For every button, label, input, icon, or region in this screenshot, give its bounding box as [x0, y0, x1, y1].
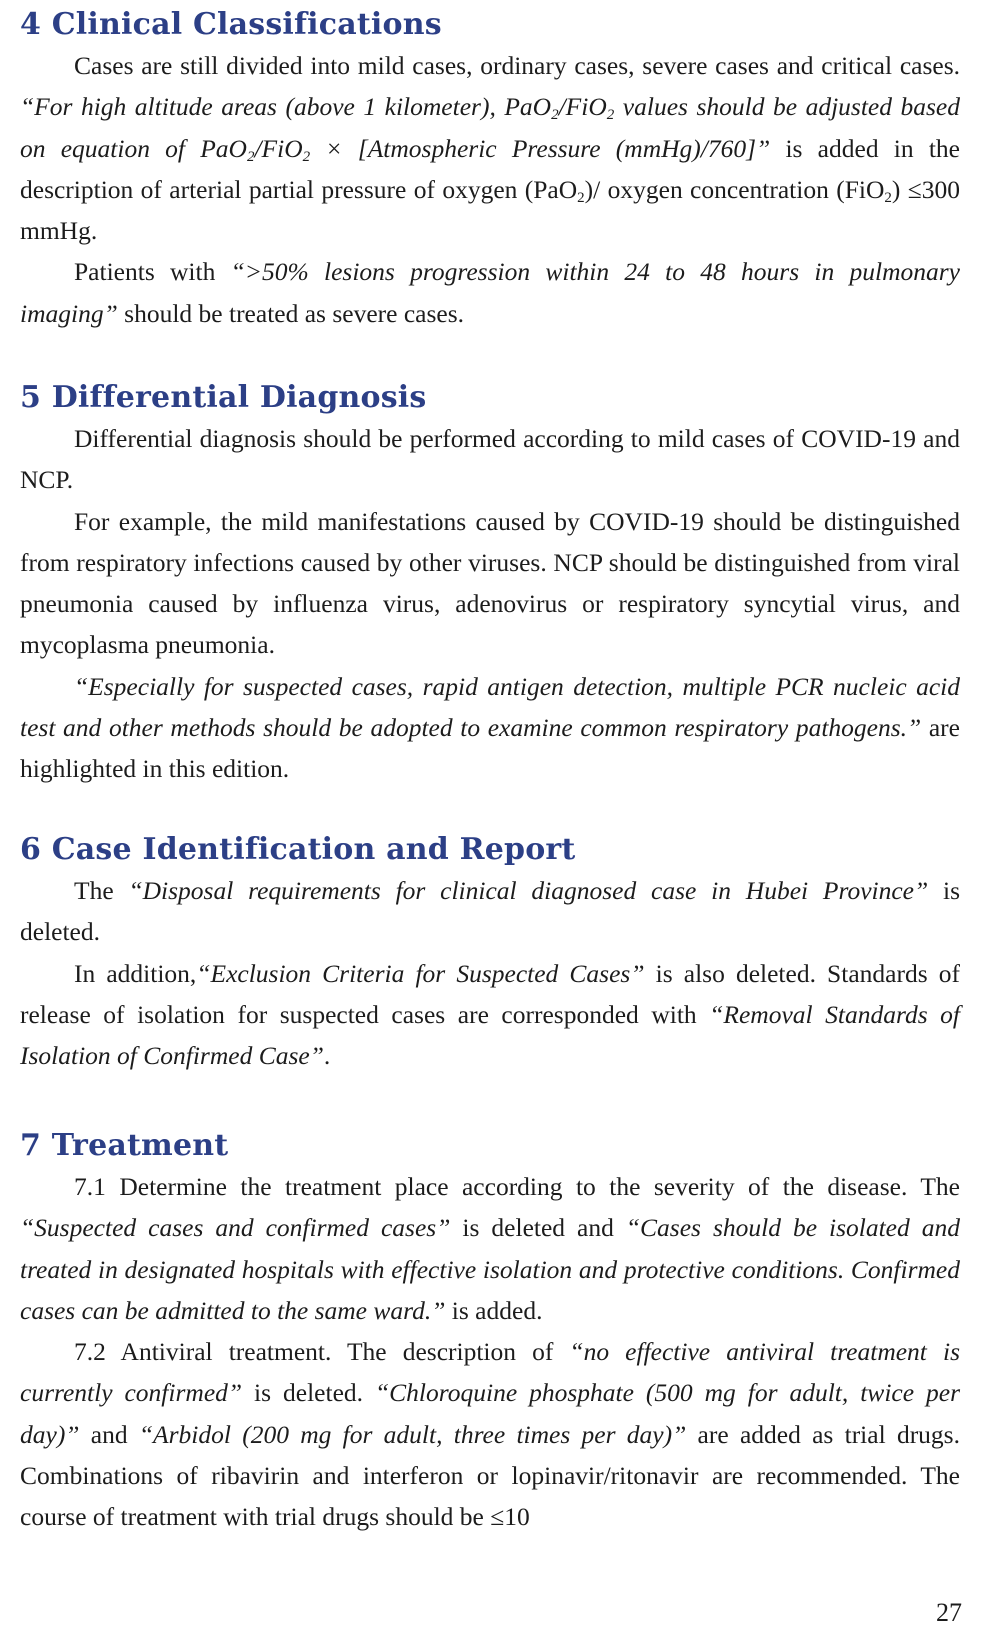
text-run: is added. [445, 1295, 543, 1325]
paragraph [20, 418, 960, 501]
text-run: In addition, [74, 958, 197, 988]
paragraph [20, 251, 960, 334]
text-run: Cases are still divided into mild cases, ordinary cases, severe cases and critical cases. [74, 51, 960, 80]
italic-text-run: “Cases should be isolated and treated in designated hospitals with effective isolation and protective conditions. Confirmed cases can be admitted to the same ward.” [20, 1213, 960, 1325]
italic-text-run: “no effective antiviral treatment is currently confirmed” [20, 1337, 960, 1408]
subscript-run: 2 [884, 189, 892, 206]
subscript-run: 2 [606, 107, 615, 124]
text-run: is also deleted. Standards of release of isolation for suspected cases are corresponded with [20, 958, 960, 1029]
italic-text-run: “Exclusion Criteria for Suspected Cases” [196, 958, 645, 988]
section-differential-diagnosis [20, 378, 960, 790]
text-run: Patients with [74, 257, 231, 287]
section-case-identification [20, 830, 960, 1076]
italic-text-run: “For high altitude areas (above 1 kilometer), PaO [20, 92, 552, 122]
text-run: For example, the mild manifestations caused by COVID-19 should be distinguished from respiratory infections caused by other viruses. NCP should be distinguished from viral pneumonia caused by influenza virus, adenovirus or respiratory syncytial virus, and mycoplasma pneumonia. [20, 506, 960, 660]
subscript-run: 2 [246, 148, 255, 165]
subscript-run: 2 [577, 189, 585, 206]
paragraph [20, 501, 960, 666]
paragraph [20, 870, 960, 953]
paragraph [20, 45, 960, 251]
italic-text-run: “Removal Standards of Isolation of Confirmed Case” [20, 999, 960, 1071]
italic-text-run: “Suspected cases and confirmed cases” [20, 1213, 451, 1243]
section-heading: 6 Case Identification and Report [20, 832, 576, 867]
paragraph [20, 666, 960, 790]
text-run: . [323, 1041, 331, 1071]
italic-text-run: “Disposal requirements for clinical diagnosed case in Hubei Province” [128, 876, 929, 905]
text-run: is deleted. [20, 876, 960, 947]
subscript-run: 2 [302, 148, 311, 165]
paragraph [20, 953, 960, 1077]
page-number: 27 [936, 1598, 962, 1627]
italic-text-run: “Especially for suspected cases, rapid antigen detection, multiple PCR nucleic acid test and other methods should be adopted to examine common respiratory pathogens.” [20, 671, 960, 743]
text-run: should be treated as severe cases. [117, 298, 465, 328]
text-run: are added as trial drugs. Combinations of ribavirin and interferon or lopinavir/ritonavir are recommended. The course of treatment with trial drugs should be ≤10 [20, 1419, 960, 1532]
text-run: is deleted and [450, 1213, 626, 1243]
italic-text-run: /FiO [254, 133, 303, 163]
text-run: 7.2 Antiviral treatment. The description of [74, 1337, 570, 1367]
text-run: are highlighted in this edition. [20, 713, 960, 784]
text-run: is deleted. [242, 1378, 375, 1408]
italic-text-run: “Arbidol (200 mg for adult, three times per day)” [138, 1419, 687, 1449]
text-run: Differential diagnosis should be performed according to mild cases of COVID-19 and NCP. [20, 424, 960, 495]
paragraph [20, 1331, 960, 1537]
text-run: The [74, 876, 129, 905]
section-heading: 4 Clinical Classifications [20, 7, 442, 42]
subscript-run: 2 [551, 107, 559, 124]
text-run: and [79, 1419, 139, 1449]
italic-text-run: × [Atmospheric Pressure (mmHg)/760]” [310, 133, 771, 163]
italic-text-run: values should be adjusted based on equation of PaO [20, 92, 961, 163]
section-heading: 5 Differential Diagnosis [20, 380, 427, 415]
italic-text-run: /FiO [558, 92, 607, 122]
section-clinical-classifications [20, 5, 960, 334]
section-treatment [20, 1126, 960, 1538]
text-run: )/ oxygen concentration (FiO [584, 174, 885, 204]
italic-text-run: “>50% lesions progression within 24 to 48 hours in pulmonary imaging” [20, 257, 960, 328]
text-run: is added in the description of arterial partial pressure of oxygen (PaO [20, 133, 960, 204]
italic-text-run: “Chloroquine phosphate (500 mg for adult, twice per day)” [20, 1378, 960, 1449]
text-run: 7.1 Determine the treatment place according to the severity of the disease. The [74, 1172, 960, 1201]
text-run: ) ≤300 mmHg. [20, 174, 960, 246]
paragraph [20, 1166, 960, 1331]
section-heading: 7 Treatment [20, 1128, 229, 1163]
